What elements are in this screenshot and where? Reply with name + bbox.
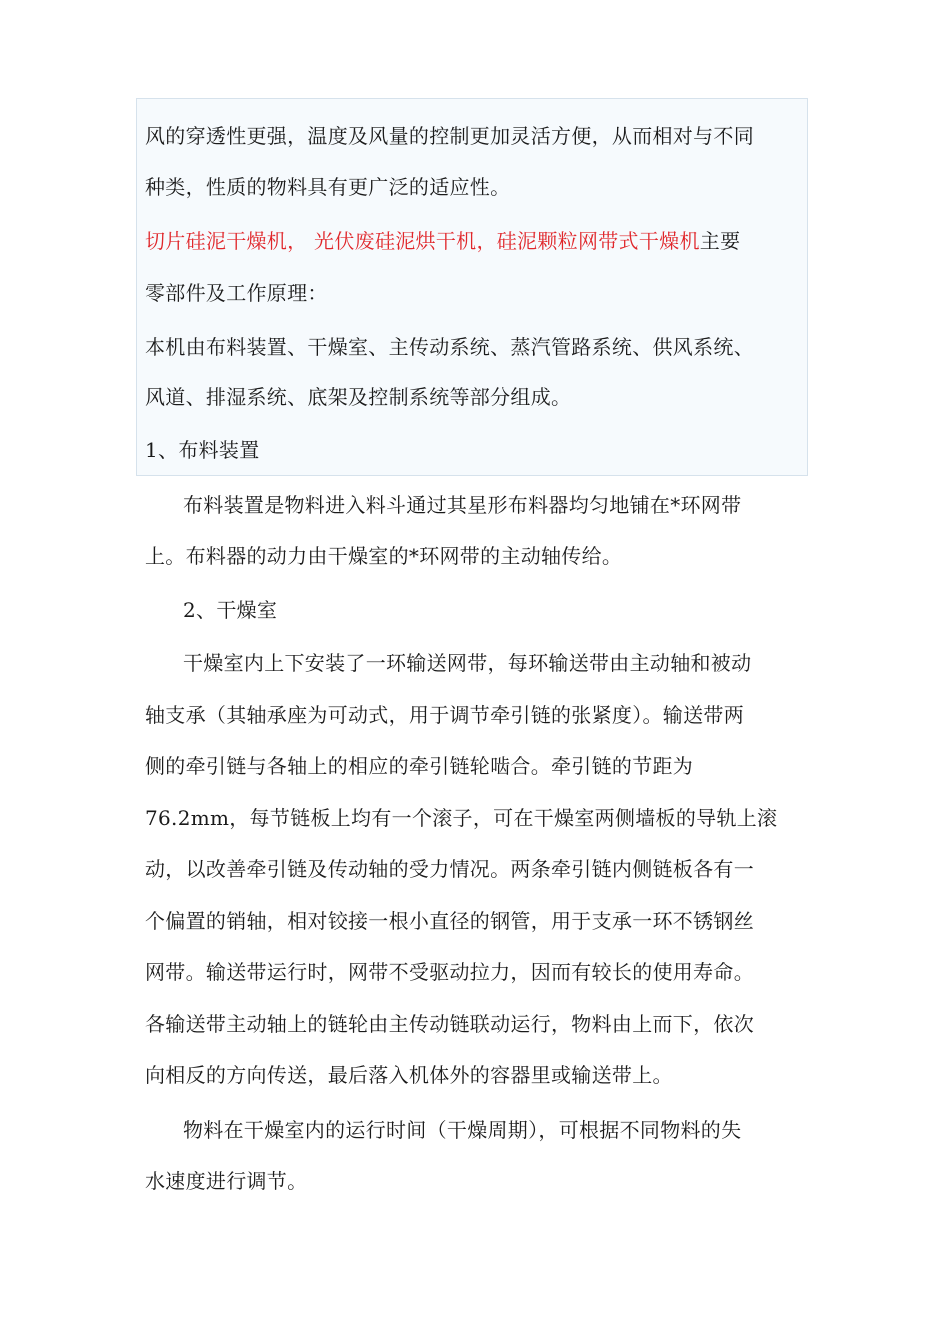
paragraph-2-line-9: 向相反的方向传送，最后落入机体外的容器里或输送带上。 (145, 1063, 673, 1087)
paragraph-1-line-1: 布料装置是物料进入料斗通过其星形布料器均匀地铺在*环网带 (183, 493, 742, 517)
paragraph-2-line-6: 个偏置的销轴，相对铰接一根小直径的钢管，用于支承一环不锈钢丝 (145, 909, 754, 933)
excerpt-line-3 (145, 227, 740, 255)
paragraph-2-line-8: 各输送带主动轴上的链轮由主传动链联动运行，物料由上而下，依次 (145, 1012, 754, 1036)
paragraph-1-line-2: 上。布料器的动力由干燥室的*环网带的主动轴传给。 (145, 544, 623, 568)
paragraph-2-line-1: 干燥室内上下安装了一环输送网带，每环输送带由主动轴和被动 (183, 651, 752, 675)
paragraph-2-line-3: 侧的牵引链与各轴上的相应的牵引链轮啮合。牵引链的节距为 (145, 754, 694, 778)
paragraph-3-line-1: 物料在干燥室内的运行时间（干燥周期），可根据不同物料的失 (183, 1118, 742, 1142)
product-names-red: 切片硅泥干燥机， 光伏废硅泥烘干机，硅泥颗粒网带式干燥机 (145, 229, 700, 253)
paragraph-2-line-7: 网带。输送带运行时，网带不受驱动拉力，因而有较长的使用寿命。 (145, 960, 754, 984)
excerpt-line-5: 本机由布料装置、干燥室、主传动系统、蒸汽管路系统、供风系统、 (145, 335, 754, 359)
excerpt-line-1: 风的穿透性更强，温度及风量的控制更加灵活方便，从而相对与不同 (145, 124, 754, 148)
paragraph-2-line-4: 76.2mm，每节链板上均有一个滚子，可在干燥室两侧墙板的导轨上滚 (145, 806, 778, 830)
excerpt-line-6: 风道、排湿系统、底架及控制系统等部分组成。 (145, 385, 572, 409)
section-heading-2: 2、干燥室 (183, 598, 278, 622)
paragraph-2-line-5: 动，以改善牵引链及传动轴的受力情况。两条牵引链内侧链板各有一 (145, 857, 754, 881)
excerpt-line-2: 种类，性质的物料具有更广泛的适应性。 (145, 175, 511, 199)
section-heading-1: 1、布料装置 (145, 438, 260, 462)
excerpt-line-4: 零部件及工作原理： (145, 281, 328, 305)
paragraph-2-line-2: 轴支承（其轴承座为可动式，用于调节牵引链的张紧度）。输送带两 (145, 703, 744, 727)
paragraph-3-line-2: 水速度进行调节。 (145, 1169, 308, 1193)
excerpt-line-3-tail: 主要 (699, 229, 741, 253)
